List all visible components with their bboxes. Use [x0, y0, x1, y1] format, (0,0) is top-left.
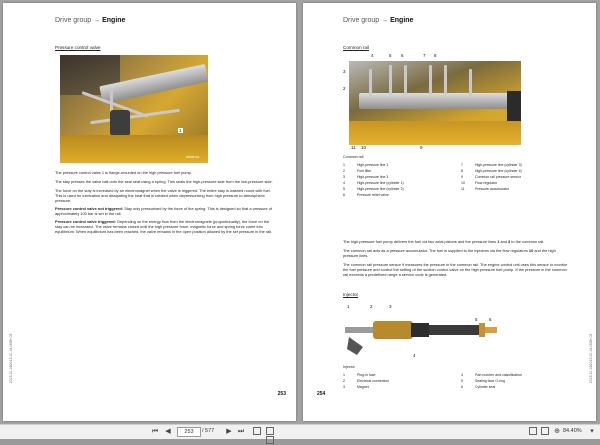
first-page-button[interactable]: ⏮: [151, 428, 159, 435]
paragraph: [343, 248, 568, 258]
injector-tip: [485, 327, 497, 333]
injector-seal: [479, 323, 485, 337]
legend-num: 5: [461, 379, 463, 383]
callout: 9: [420, 145, 423, 150]
legend-text: Flow regulator: [475, 181, 498, 185]
bold-ref: 10: [528, 248, 534, 253]
page-253: [3, 3, 296, 421]
bold-ref: 1: [497, 239, 500, 244]
injector-caption: Injector: [343, 365, 355, 369]
header-arrow: →: [93, 17, 101, 24]
callout: 7: [423, 53, 426, 58]
callout: 11: [351, 145, 356, 150]
injector-clamp: [347, 337, 363, 355]
zoom-level[interactable]: 84.40%: [563, 428, 582, 434]
paragraph-text: The common rail acts as a pressure accumulator. The fuel is supplied to the injectors via the flow regulators: [343, 248, 529, 253]
paragraph-text: to the common rail.: [510, 239, 545, 244]
paragraph-text: and the high pressure lines.: [343, 248, 556, 258]
legend-num: 2: [343, 169, 345, 173]
callout: 2: [370, 304, 373, 309]
page-header: [343, 17, 413, 24]
single-page-icon[interactable]: [252, 427, 262, 436]
legend-num: 3: [343, 385, 345, 389]
injector-legend-right: [461, 373, 571, 393]
paragraph: The pressure control valve 1 is flange-mounted on the high pressure fuel pump.: [55, 170, 192, 175]
paragraph: The stay presses the valve ball onto the seal seat using a spring. This seals the high-pressure side from the low-pressure side.: [55, 179, 273, 184]
legend-num: 4: [343, 181, 345, 185]
legend-num: 5: [343, 187, 345, 191]
legend-text: Cylinder seal: [475, 385, 496, 389]
paragraph-text: The high-pressure fuel pump delivers the fuel via two axial pistons and the pressure lines: [343, 239, 498, 244]
previous-page-button[interactable]: ◀: [165, 428, 171, 435]
section-title-injector: Injector: [343, 292, 359, 297]
photo-callout: 1: [179, 128, 182, 133]
legend-num: 2: [343, 379, 345, 383]
callout: 3: [343, 69, 346, 74]
section-title-common-rail: Common rail: [343, 45, 370, 50]
injector-magnet: [373, 321, 413, 339]
callout: 6: [401, 53, 404, 58]
legend-text: High-pressure line 1: [357, 163, 389, 167]
header-section: Engine: [102, 17, 126, 24]
chevron-down-icon[interactable]: ▾: [590, 428, 594, 435]
callout: 10: [361, 145, 367, 150]
legend-num: 1: [343, 373, 345, 377]
header-section: Engine: [390, 17, 414, 24]
bold-lead: Pressure control valve not triggered:: [55, 206, 124, 211]
callout: 1: [347, 304, 350, 309]
legend-text: Common rail pressure sensor: [475, 175, 521, 179]
page-number-input[interactable]: 253: [177, 427, 201, 437]
legend-text: Pressure accumulator: [475, 187, 510, 191]
section-title: Pressure control valve: [55, 45, 101, 50]
header-group: Drive group: [343, 17, 380, 24]
legend-left: [343, 163, 443, 203]
viewer-toolbar: [0, 424, 600, 439]
paragraph-text: and: [499, 239, 509, 244]
common-rail-photo: [349, 61, 521, 145]
page-number: 253: [277, 391, 286, 397]
callout: 6: [489, 317, 492, 322]
legend-caption: Common rail: [343, 155, 364, 159]
page-header: [55, 17, 125, 24]
callout: 8: [434, 53, 437, 58]
injector-nozzle: [345, 327, 375, 333]
last-page-button[interactable]: ⏭: [237, 428, 245, 435]
pressure-control-valve-photo: [60, 55, 208, 163]
paragraph: The common rail pressure sensor 9 measures the pressure in the common rail. The engine control unit uses this sensor to monitor the fuel pressure and control the setting of the suction control valve on the high pressure fuel pump. If the pressure in the common rail exceeds a predefined range a service code is generated.: [343, 262, 568, 277]
legend-text: High-pressure line (cylinder 2): [357, 187, 404, 191]
header-group: Drive group: [55, 17, 92, 24]
legend-right: [461, 163, 571, 203]
legend-text: Pressure relief valve: [357, 193, 389, 197]
paragraph-text: Stay only pressurised by the force of the spring. This is designed so that a pressure of approximately 100 bar is set in the rail.: [55, 206, 273, 216]
legend-num: 4: [461, 373, 463, 377]
side-reference-text: 2015.10.14/2015.10.14-06SH-03: [589, 333, 593, 383]
paragraph: The force on the stay is increased by an electromagnet when the valve is triggered. The entire stay is washed round with fuel. This is used for lubrication and dissipating the heat that is created when depressurising from high pressure to atmospheric pressure.: [55, 188, 271, 203]
side-reference-text: 2015.10.14/2015.10.14-06SH-03: [9, 333, 13, 383]
legend-num: 3: [343, 175, 345, 179]
legend-num: 11: [461, 187, 465, 191]
photo-code: 00888741: [186, 155, 200, 159]
legend-text: Plug-in fuse: [357, 373, 376, 377]
bold-lead: Pressure control valve triggered:: [55, 219, 116, 224]
callout: 3: [389, 304, 392, 309]
fit-width-icon[interactable]: [528, 427, 538, 436]
next-page-button[interactable]: ▶: [226, 428, 232, 435]
legend-num: 8: [461, 169, 463, 173]
paragraph: [343, 239, 568, 244]
callout: 5: [389, 53, 392, 58]
legend-text: High-pressure line 3: [357, 175, 389, 179]
paragraph-triggered: [55, 219, 277, 234]
fit-page-icon[interactable]: [540, 427, 550, 436]
paragraph-not-triggered: [55, 206, 277, 216]
injector-illustration: [343, 301, 503, 361]
callout: 4: [413, 353, 416, 358]
header-arrow: →: [381, 17, 389, 24]
legend-text: High-pressure line (cylinder 3): [475, 163, 522, 167]
legend-num: 6: [343, 193, 345, 197]
legend-num: 6: [461, 385, 463, 389]
bold-ref: 3: [508, 239, 511, 244]
two-page-icon[interactable]: [264, 427, 276, 436]
page-254: [303, 3, 596, 421]
injector-legend-left: [343, 373, 443, 393]
legend-num: 9: [461, 175, 463, 179]
legend-text: High-pressure line (cylinder 1): [357, 181, 404, 185]
legend-num: 1: [343, 163, 345, 167]
page-total: / 577: [202, 428, 215, 434]
legend-text: Fuel filter: [357, 169, 372, 173]
legend-text: High-pressure line (cylinder 4): [475, 169, 522, 173]
legend-text: Magnet: [357, 385, 369, 389]
callout: 2: [343, 86, 346, 91]
callout: 4: [371, 53, 374, 58]
legend-text: Part number and classification: [475, 373, 522, 377]
paragraph-text: Depending on the energy flow from the electromagnets (proportionality), the force on the stay can be increased. The valve remains closed until the high pressure force, magnetic force and spring force come into equilibrium. When equilibrium has been reached, the valve remains in the open position allowed by the set pressure in the rail.: [55, 219, 273, 234]
page-number: 254: [317, 391, 326, 397]
legend-text: Sealing face O-ring: [475, 379, 505, 383]
injector-shaft: [429, 325, 479, 335]
injector-body: [411, 323, 429, 337]
legend-text: Electrical connection: [357, 379, 390, 383]
legend-num: 10: [461, 181, 465, 185]
callout: 5: [475, 317, 478, 322]
zoom-icon[interactable]: ⊕: [554, 428, 560, 435]
legend-num: 7: [461, 163, 463, 167]
